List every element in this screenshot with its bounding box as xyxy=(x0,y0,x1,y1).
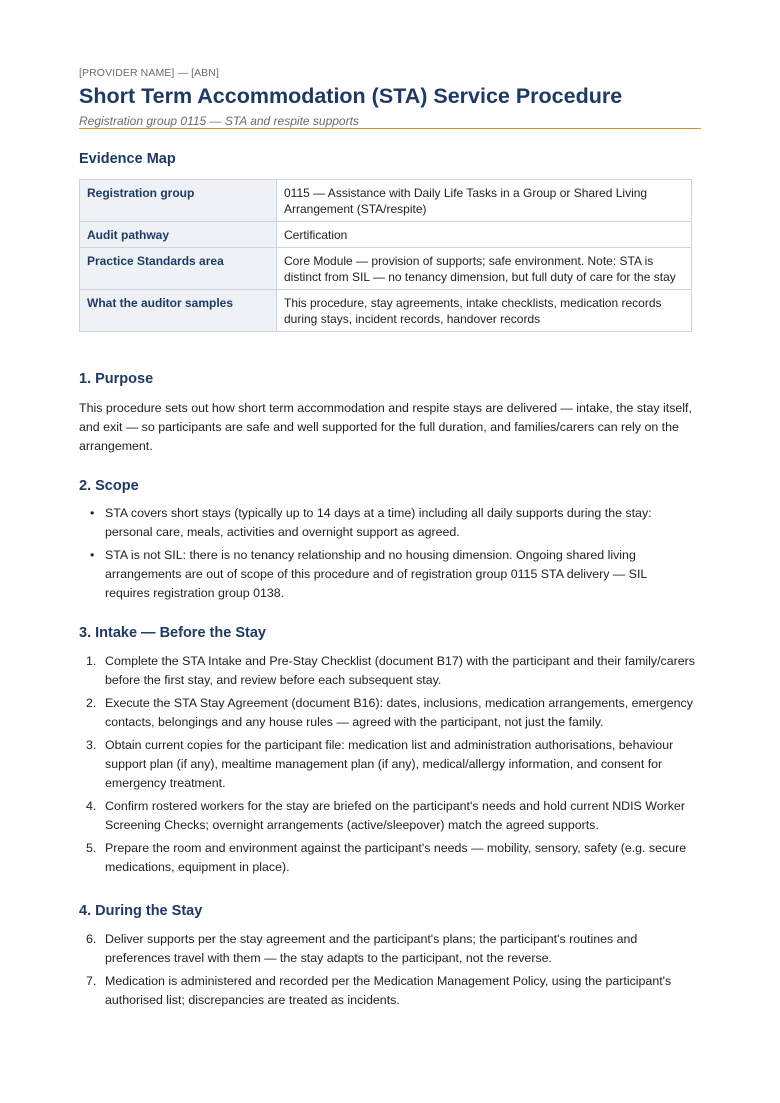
title-divider xyxy=(79,128,701,129)
bullet-icon: • xyxy=(90,548,95,562)
intake-heading: 3. Intake — Before the Stay xyxy=(79,625,266,641)
table-key-cell: What the auditor samples xyxy=(80,290,277,332)
list-item xyxy=(79,736,695,793)
list-number: 2. xyxy=(86,696,97,710)
purpose-text: This procedure sets out how short term accommodation and respite stays are delivered — intake, the stay itself, and exit — so participants are safe and well supported for the full duration, and families/carers can rely on the arrangement. xyxy=(79,401,692,453)
table-key-cell: Registration group xyxy=(80,180,277,222)
page-subtitle: Registration group 0115 — STA and respite supports xyxy=(79,114,359,128)
table-value-cell: This procedure, stay agreements, intake checklists, medication records during stays, incident records, handover records xyxy=(277,290,692,332)
list-item xyxy=(79,839,695,877)
list-item-text: Complete the STA Intake and Pre-Stay Checklist (document B17) with the participant and their family/carers before the first stay, and review before each subsequent stay. xyxy=(105,654,695,687)
table-key-cell: Practice Standards area xyxy=(80,248,277,290)
list-number: 4. xyxy=(86,799,97,813)
scope-list xyxy=(79,504,695,607)
table-row xyxy=(80,290,692,332)
list-item xyxy=(79,694,695,732)
list-item-text: Deliver supports per the stay agreement and the participant's plans; the participant's routines and preferences travel with them — the stay adapts to the participant, not the reverse. xyxy=(105,932,638,965)
list-item-text: Confirm rostered workers for the stay are briefed on the participant's needs and hold current NDIS Worker Screening Checks; overnight arrangements (active/sleepover) match the agreed supports. xyxy=(105,799,685,832)
scope-heading: 2. Scope xyxy=(79,478,139,494)
list-number: 1. xyxy=(86,654,97,668)
page-title: Short Term Accommodation (STA) Service Procedure xyxy=(79,84,623,108)
list-number: 3. xyxy=(86,738,97,752)
list-item-text: Prepare the room and environment against the participant's needs — mobility, sensory, safety (e.g. secure medications, equipment in place). xyxy=(105,841,687,874)
list-item xyxy=(79,504,695,542)
list-number: 7. xyxy=(86,974,97,988)
list-item-text: STA covers short stays (typically up to 14 days at a time) including all daily supports during the stay: personal care, meals, activities and overnight support as agreed. xyxy=(105,506,652,539)
list-item-text: STA is not SIL: there is no tenancy relationship and no housing dimension. Ongoing shared living arrangements are out of scope of this procedure and of registration group 0115 STA delivery — SIL requires registration group 0138. xyxy=(105,548,647,600)
table-row xyxy=(80,248,692,290)
table-row xyxy=(80,180,692,222)
list-item xyxy=(79,797,695,835)
evidence-map-table xyxy=(79,179,692,332)
bullet-icon: • xyxy=(90,506,95,520)
purpose-heading: 1. Purpose xyxy=(79,371,154,387)
during-stay-list xyxy=(79,930,695,1014)
list-number: 5. xyxy=(86,841,97,855)
table-key-cell: Audit pathway xyxy=(80,222,277,248)
list-number: 6. xyxy=(86,932,97,946)
table-row xyxy=(80,222,692,248)
list-item xyxy=(79,546,695,603)
provider-line: [PROVIDER NAME] — [ABN] xyxy=(79,67,219,79)
list-item xyxy=(79,652,695,690)
list-item-text: Obtain current copies for the participant file: medication list and administration authorisations, behaviour support plan (if any), mealtime management plan (if any), medical/allergy information, and consent for emergency treatment. xyxy=(105,738,674,790)
table-value-cell: Certification xyxy=(277,222,692,248)
during-stay-heading: 4. During the Stay xyxy=(79,903,203,919)
evidence-map-heading: Evidence Map xyxy=(79,151,176,167)
intake-list xyxy=(79,652,695,881)
list-item xyxy=(79,972,695,1010)
table-value-cell: 0115 — Assistance with Daily Life Tasks in a Group or Shared Living Arrangement (STA/respite) xyxy=(277,180,692,222)
list-item-text: Medication is administered and recorded per the Medication Management Policy, using the participant's authorised list; discrepancies are treated as incidents. xyxy=(105,974,672,1007)
list-item-text: Execute the STA Stay Agreement (document B16): dates, inclusions, medication arrangements, emergency contacts, belongings and any house rules — agreed with the participant, not just the family. xyxy=(105,696,693,729)
list-item xyxy=(79,930,695,968)
table-value-cell: Core Module — provision of supports; safe environment. Note: STA is distinct from SIL — no tenancy dimension, but full duty of care for the stay xyxy=(277,248,692,290)
